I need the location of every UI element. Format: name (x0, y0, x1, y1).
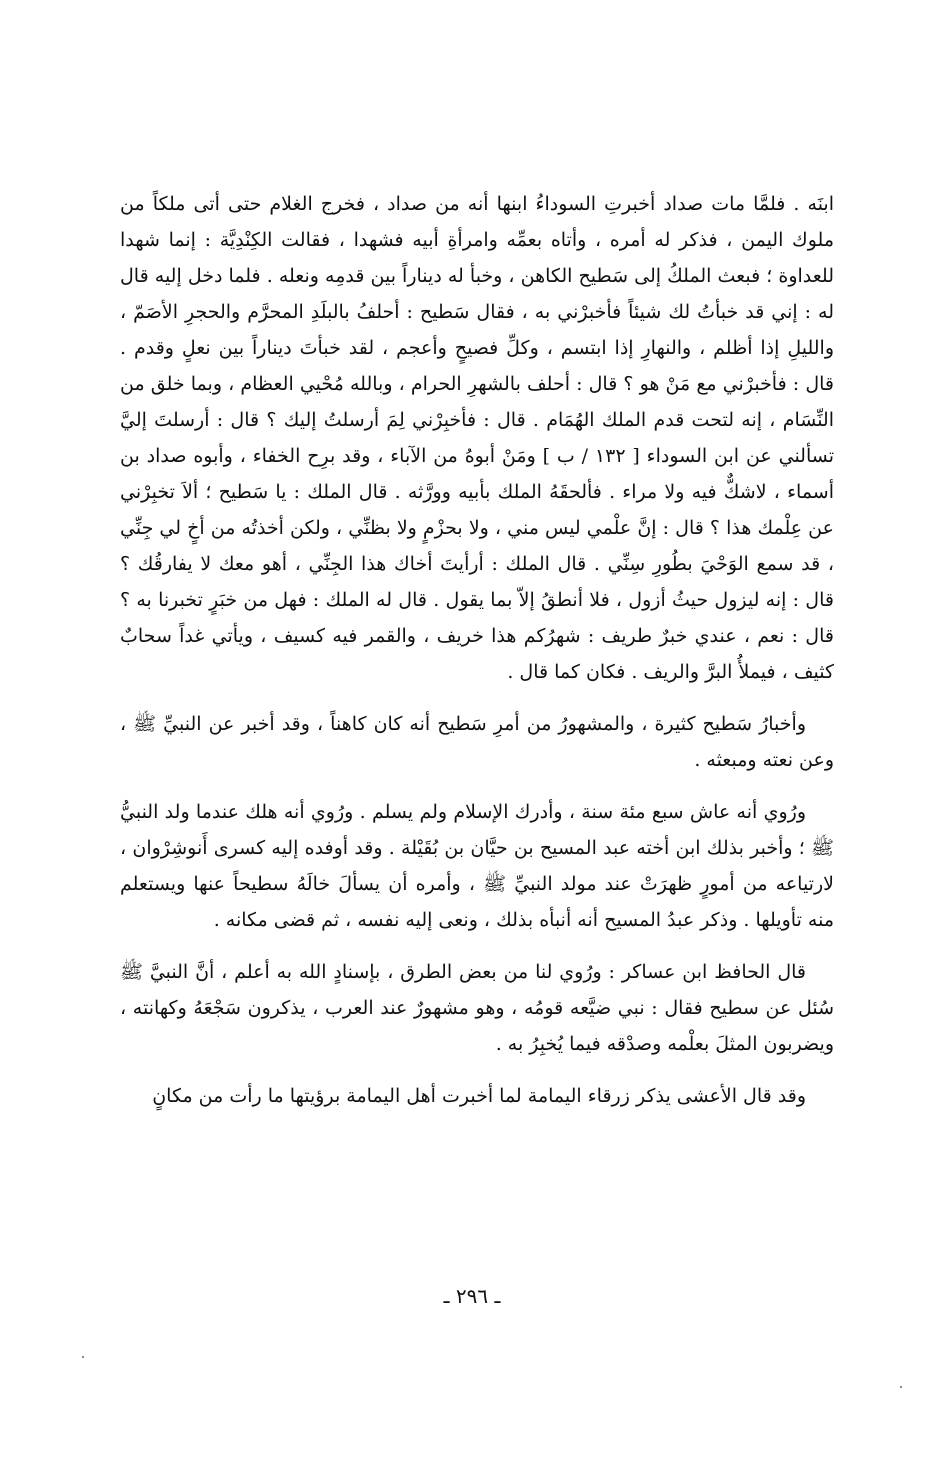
body-text (120, 186, 834, 1114)
scan-speck (82, 1356, 84, 1358)
paragraph-satih-lifespan: ورُوي أنه عاش سبع مئة سنة ، وأدرك الإسلام ولم يسلم . ورُوي أنه هلك عندما ولد النبيُّ ﷺ ؛ وأخبر بذلك ابن أخته عبد المسيح بن حيَّان بن بُقَيْلة . وقد أوفده إليه كسرى أَنوشِرْوان ، لارتياعه من أمورٍ ظهرَتْ عند مولد النبيِّ ﷺ ، وأمره أن يسألَ خالَهُ سطيحاً عنها ويستعلم منه تأويلها . وذكر عبدُ المسيح أنه أنبأه بذلك ، ونعى إليه نفسه ، ثم قضى مكانه . (120, 801, 834, 931)
paragraph-al-asha: وقد قال الأعشى يذكر زرقاء اليمامة لما أخبرت أهل اليمامة برؤيتها ما رأت من مكانٍ (152, 1085, 806, 1107)
paragraph-satih-story: ابنَه . فلمَّا مات صداد أخبرتِ السوداءُ ابنها أنه من صداد ، فخرج الغلام حتى أتى ملكاً من ملوك اليمن ، فذكر له أمره ، وأتاه بعمِّه وامرأةِ أبيه فشهدا ، فقالت الكِنْدِيَّة : إنما شهدا للعداوة ؛ فبعث الملكُ إلى سَطيح الكاهن ، وخبأ له ديناراً بين قدمِه ونعله . فلما دخل إليه قال له : إني قد خبأتُ لك شيئاً فأخبرْني به ، فقال سَطيح : أحلفُ بالبلَدِ المحرَّم والحجرِ الأصَمّ ، والليلِ إذا أظلم ، والنهارِ إذا ابتسم ، وكلِّ فصيحٍ وأعجم ، لقد خبأتَ ديناراً بين نعلٍ وقدم . قال : فأخبرْني مع مَنْ هو ؟ قال : أحلف بالشهرِ الحرام ، وبالله مُحْيي العظام ، وبما خلق من النِّسَام ، إنه لتحت قدم الملك الهُمَام . قال : فأخبِرْني لِمَ أرسلتُ إليك ؟ قال : أرسلتَ إليَّ تسألني عن ابن السوداء [ ١٣٢ / ب ] ومَنْ أبوهُ من الآباء ، وقد برِح الخفاء ، وأبوه صداد بن أسماء ، لاشكٌّ فيه ولا مراء . فألحقَهُ الملك بأبيه وورَّثه . قال الملك : يا سَطيح ؛ ألاَ تخبِرْني عن عِلْمك هذا ؟ قال : إنَّ علْمي ليس مني ، ولا بحزْمٍ ولا بظنِّي ، ولكن أخذتُه من أخٍ لي جِنِّي ، قد سمع الوَحْيَ بطُورِ سِنِّي . قال الملك : أرأيتَ أخاك هذا الجِنِّي ، أهو معك لا يفارقُك ؟ قال : إنه ليزول حيثُ أزول ، فلا أنطقُ إلاّ بما يقول . قال له الملك : فهل من خبَرٍ تخبرنا به ؟ قال : نعم ، عندي خبرٌ طريف : شهرُكم هذا خريف ، والقمر فيه كسيف ، ويأتي غداً سحابٌ كثيف ، فيملأُ البرَّ والريف . فكان كما قال . (120, 193, 834, 683)
paragraph-satih-news: وأخبارُ سَطيح كثيرة ، والمشهورُ من أمرِ سَطيح أنه كان كاهناً ، وقد أخبر عن النبيِّ ﷺ ، وعن نعته ومبعثه . (120, 713, 834, 771)
page-number: ـ ٢٩٦ ـ (443, 1284, 501, 1308)
scan-speck (900, 1386, 902, 1388)
paragraph-ibn-asakir: قال الحافظ ابن عساكر : ورُوي لنا من بعض الطرق ، بإسنادٍ الله به أعلم ، أنَّ النبيَّ ﷺ سُئل عن سطيح فقال : نبي ضيَّعه قومُه ، وهو مشهورٌ عند العرب ، يذكرون سَجْعَهُ وكهانته ، ويضربون المثلَ بعلْمه وصدْقه فيما يُخبِرُ به . (120, 961, 834, 1055)
